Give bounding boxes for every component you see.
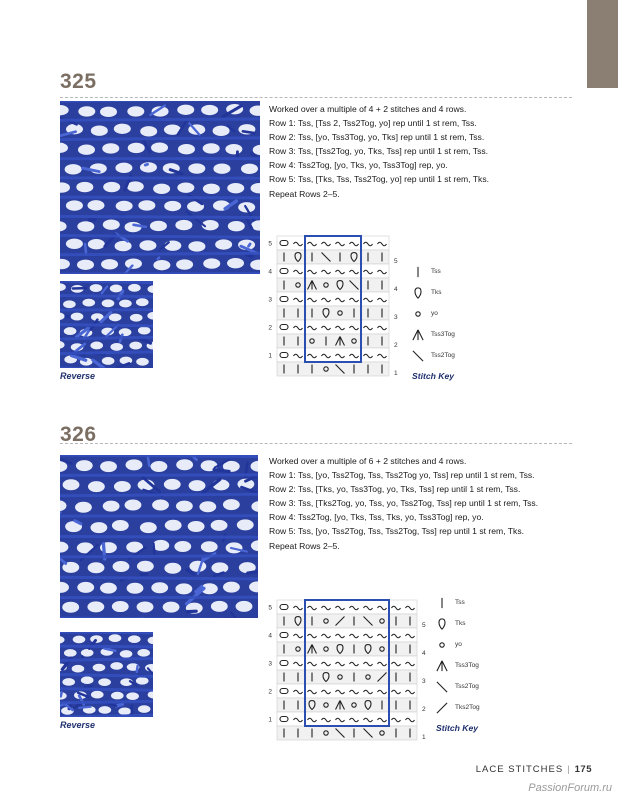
stitch-key-label: Tss3Tog bbox=[431, 331, 455, 338]
swatch-photo bbox=[60, 101, 260, 274]
forward-pass-row bbox=[277, 698, 417, 712]
reverse-swatch-photo bbox=[60, 281, 153, 368]
stitch-key-symbol-tks bbox=[436, 616, 450, 632]
instruction-line: Row 2: Tss, [yo, Tss3Tog, yo, Tks] rep until 1 st rem, Tss. bbox=[269, 132, 485, 143]
instruction-line: Row 1: Tss, [yo, Tss2Tog, Tss, Tss2Tog yo, Tss] rep until 1 st rem, Tss. bbox=[269, 470, 535, 481]
instruction-line: Repeat Rows 2–5. bbox=[269, 188, 340, 199]
instruction-line: Row 5: Tss, [yo, Tss2Tog, Tss, Tss2Tog, Tss] rep until 1 st rem, Tks. bbox=[269, 526, 525, 537]
row-number-right: 3 bbox=[394, 314, 398, 321]
pattern-number: 326 bbox=[60, 423, 97, 446]
row-number-left: 5 bbox=[268, 604, 272, 612]
return-pass-row bbox=[277, 292, 389, 306]
row-number-left: 1 bbox=[268, 352, 272, 360]
instruction-line: Row 5: Tss, [Tks, Tss, Tss2Tog, yo] rep until 1 st rem, Tks. bbox=[269, 174, 490, 185]
stitch-key-symbol-tss bbox=[436, 595, 450, 611]
instruction-line: Row 3: Tss, [Tss2Tog, yo, Tks, Tss] rep until 1 st rem, Tss. bbox=[269, 146, 489, 157]
instruction-line: Row 3: Tss, [Tks2Tog, yo, Tss, yo, Tss2Tog, Tss] rep until 1 st rem, Tss. bbox=[269, 498, 539, 509]
section-divider bbox=[60, 443, 572, 444]
stitch-key-symbol-tss3tog bbox=[436, 658, 450, 674]
stitch-key-symbol-tss bbox=[412, 264, 426, 280]
page-footer bbox=[476, 764, 592, 775]
swatch-photo bbox=[60, 455, 258, 618]
stitch-key-label: Tks bbox=[431, 289, 442, 296]
row-number-left: 1 bbox=[268, 716, 272, 724]
forward-pass-row bbox=[277, 642, 417, 656]
row-number-right: 4 bbox=[394, 286, 398, 293]
instruction-line: Row 1: Tss, [Tss 2, Tss2Tog, yo] rep until 1 st rem, Tss. bbox=[269, 118, 477, 129]
return-pass-row bbox=[277, 628, 417, 642]
reverse-label: Reverse bbox=[60, 720, 96, 730]
row-number-left: 4 bbox=[268, 632, 272, 640]
stitch-key-title: Stitch Key bbox=[412, 371, 455, 381]
forward-pass-row bbox=[277, 278, 389, 292]
row-number-left: 3 bbox=[268, 660, 272, 668]
instruction-line: Repeat Rows 2–5. bbox=[269, 540, 340, 551]
row-number-right: 2 bbox=[394, 342, 398, 349]
forward-pass-row bbox=[277, 726, 417, 740]
forward-pass-row bbox=[277, 334, 389, 348]
forward-pass-row bbox=[277, 306, 389, 320]
stitch-chart bbox=[265, 598, 433, 746]
stitch-key-label: Tss2Tog bbox=[455, 683, 479, 690]
stitch-key-label: yo bbox=[431, 310, 438, 317]
stitch-key-symbol-tss3tog bbox=[412, 327, 426, 343]
stitch-key-label: Tss bbox=[455, 599, 465, 606]
stitch-key-label: Tss3Tog bbox=[455, 662, 479, 669]
section-title: LACE STITCHES bbox=[475, 764, 564, 775]
stitch-key-label: Tks2Tog bbox=[455, 704, 480, 711]
stitch-key-symbol-tss2tog bbox=[412, 348, 426, 364]
instructions bbox=[269, 102, 569, 201]
row-number-right: 2 bbox=[422, 706, 426, 713]
return-pass-row bbox=[277, 320, 389, 334]
row-number-right: 3 bbox=[422, 678, 426, 685]
row-number-right: 1 bbox=[422, 734, 426, 741]
stitch-chart bbox=[265, 234, 410, 382]
stitch-key-symbol-tks bbox=[412, 285, 426, 301]
section-divider bbox=[60, 97, 572, 98]
row-number-right: 5 bbox=[422, 622, 426, 629]
reverse-label: Reverse bbox=[60, 371, 96, 381]
stitch-key-symbol-tss2tog bbox=[436, 679, 450, 695]
return-pass-row bbox=[277, 600, 417, 614]
watermark: PassionForum.ru bbox=[528, 782, 612, 794]
instructions bbox=[269, 454, 569, 553]
stitch-key-label: yo bbox=[455, 641, 462, 648]
stitch-key-label: Tss bbox=[431, 268, 441, 275]
row-number-left: 5 bbox=[268, 240, 272, 248]
return-pass-row bbox=[277, 656, 417, 670]
instruction-line: Worked over a multiple of 4 + 2 stitches and 4 rows. bbox=[269, 104, 467, 114]
stitch-key-label: Tks bbox=[455, 620, 466, 627]
forward-pass-row bbox=[277, 250, 389, 264]
instruction-line: Row 2: Tss, [Tks, yo, Tss3Tog, yo, Tks, Tss] rep until 1 st rem, Tss. bbox=[269, 484, 521, 495]
forward-pass-row bbox=[277, 670, 417, 684]
stitch-key-label: Tss2Tog bbox=[431, 352, 455, 359]
instruction-line: Worked over a multiple of 6 + 2 stitches and 4 rows. bbox=[269, 456, 467, 466]
stitch-key bbox=[412, 264, 492, 386]
return-pass-row bbox=[277, 236, 389, 250]
pattern-number: 325 bbox=[60, 70, 97, 93]
reverse-swatch-photo bbox=[60, 632, 153, 717]
return-pass-row bbox=[277, 684, 417, 698]
row-number-right: 4 bbox=[422, 650, 426, 657]
stitch-key-title: Stitch Key bbox=[436, 723, 479, 733]
row-number-right: 5 bbox=[394, 258, 398, 265]
stitch-key bbox=[436, 595, 516, 735]
page-number: 175 bbox=[574, 764, 592, 775]
return-pass-row bbox=[277, 712, 417, 726]
return-pass-row bbox=[277, 264, 389, 278]
row-number-left: 2 bbox=[268, 688, 272, 696]
row-number-left: 4 bbox=[268, 268, 272, 276]
instruction-line: Row 4: Tss2Tog, [yo, Tks, Tss, Tks, yo, Tss3Tog] rep, yo. bbox=[269, 512, 484, 523]
forward-pass-row bbox=[277, 362, 389, 376]
row-number-right: 1 bbox=[394, 370, 398, 377]
instruction-line: Row 4: Tss2Tog, [yo, Tks, yo, Tss3Tog] rep, yo. bbox=[269, 160, 448, 171]
section-tab bbox=[587, 0, 618, 88]
row-number-left: 3 bbox=[268, 296, 272, 304]
return-pass-row bbox=[277, 348, 389, 362]
footer-separator: | bbox=[567, 764, 571, 775]
row-number-left: 2 bbox=[268, 324, 272, 332]
forward-pass-row bbox=[277, 614, 417, 628]
stitch-key-symbol-tks2tog bbox=[436, 700, 450, 716]
stitch-key-symbol-yo bbox=[412, 306, 426, 322]
stitch-key-symbol-yo bbox=[436, 637, 450, 653]
